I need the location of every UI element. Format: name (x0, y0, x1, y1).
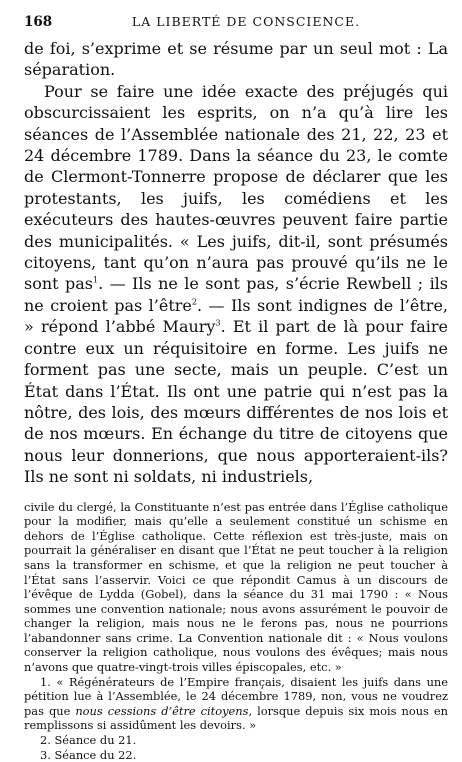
footnote-2: 2. Séance du 21. (40, 733, 137, 748)
main-text (24, 38, 448, 488)
paragraph-continued: de foi, s’exprime et se résume par un seul mot : La séparation. (24, 39, 448, 80)
running-header (24, 14, 448, 38)
footnote-mark: 2 (191, 297, 197, 307)
footnote-continuation: civile du clergé, la Constituante n’est pas entrée dans l’Église catholique pour la modifier, mais qu’elle a seulement constitué un schisme en dehors de l’Église catholique. Cette réflexion est très-juste, mais on pourrait la généraliser en disant que l’État ne peut toucher à la religion sans la transformer en schisme, et que la religion ne peut toucher à l’État sans l’asservir. Voici ce que répondit Camus à un discours de l’évêque de Lydda (Gobel), dans la séance du 31 mai 1790 : « Nous sommes une convention nationale; nous avons assurément le pouvoir de changer la religion, mais nous ne le ferons pas, nous ne pourrions l’abandonner sans crime. La Convention nationale dit : « Nous voulons conserver la religion catholique, nous voulons des évêques; mais nous n’avons que quatre-vingt-trois villes épiscopales, etc. » (24, 499, 448, 675)
paragraph-text-part: . Et il part de là pour faire contre eux un réquisitoire en forme. Les juifs ne forment pas une secte, mais un peuple. C’est un État dans l’État. Ils ont une patrie qui n’est pas la nôtre, des lois, des mœurs différentes de nos lois et de nos mœurs. En échange du titre de citoyens que nous leur donnerions, que nous apporteraient-ils? Ils ne sont ni soldats, ni industriels, (24, 317, 449, 487)
paragraph-text-part: . — Ils sont indignes de l’être, » répond l’abbé Maury (24, 295, 448, 337)
footnote-mark: 3 (215, 318, 221, 328)
footnote-1-text-end: , lorsque depuis six mois nous en remplissons si assidûment les devoirs. » (24, 703, 448, 733)
paragraph-text-part: Pour se faire une idée exacte des préjugés qui obscurcissaient les esprits, on n’a qu’à lire les séances de l’Assemblée nationale des 21, 22, 23 et 24 décembre 1789. Dans la séance du 23, le comte de Clermont-Tonnerre propose de déclarer que les protestants, les juifs, les comédiens et les exécuteurs des hautes-œuvres peuvent faire partie des municipalités. « Les juifs, dit-il, sont présumés citoyens, tant qu’on n’aura pas prouvé qu’ils ne le sont pas (24, 81, 448, 294)
book-page (24, 14, 448, 762)
running-title: LA LIBERTÉ DE CONSCIENCE. (131, 14, 361, 29)
footnote-1-italic: nous cessions d’être citoyens (75, 703, 249, 718)
footnote-1-text: 1. « Régénérateurs de l’Empire français, disaient les juifs dans une pétition lue à l’Assemblée, le 24 décembre 1789, non, vous ne voudrez pas que (24, 674, 448, 718)
footnote-1 (24, 675, 448, 733)
footnotes (24, 500, 448, 762)
footnote-mark: 1 (93, 276, 99, 286)
page-number: 168 (24, 14, 53, 30)
paragraph-text-part: . — Ils ne le sont pas, s’écrie Rewbell ; ils ne croient pas l’être (24, 274, 449, 315)
footnote-3: 3. Séance du 22. (40, 747, 137, 762)
paragraph (24, 81, 448, 488)
